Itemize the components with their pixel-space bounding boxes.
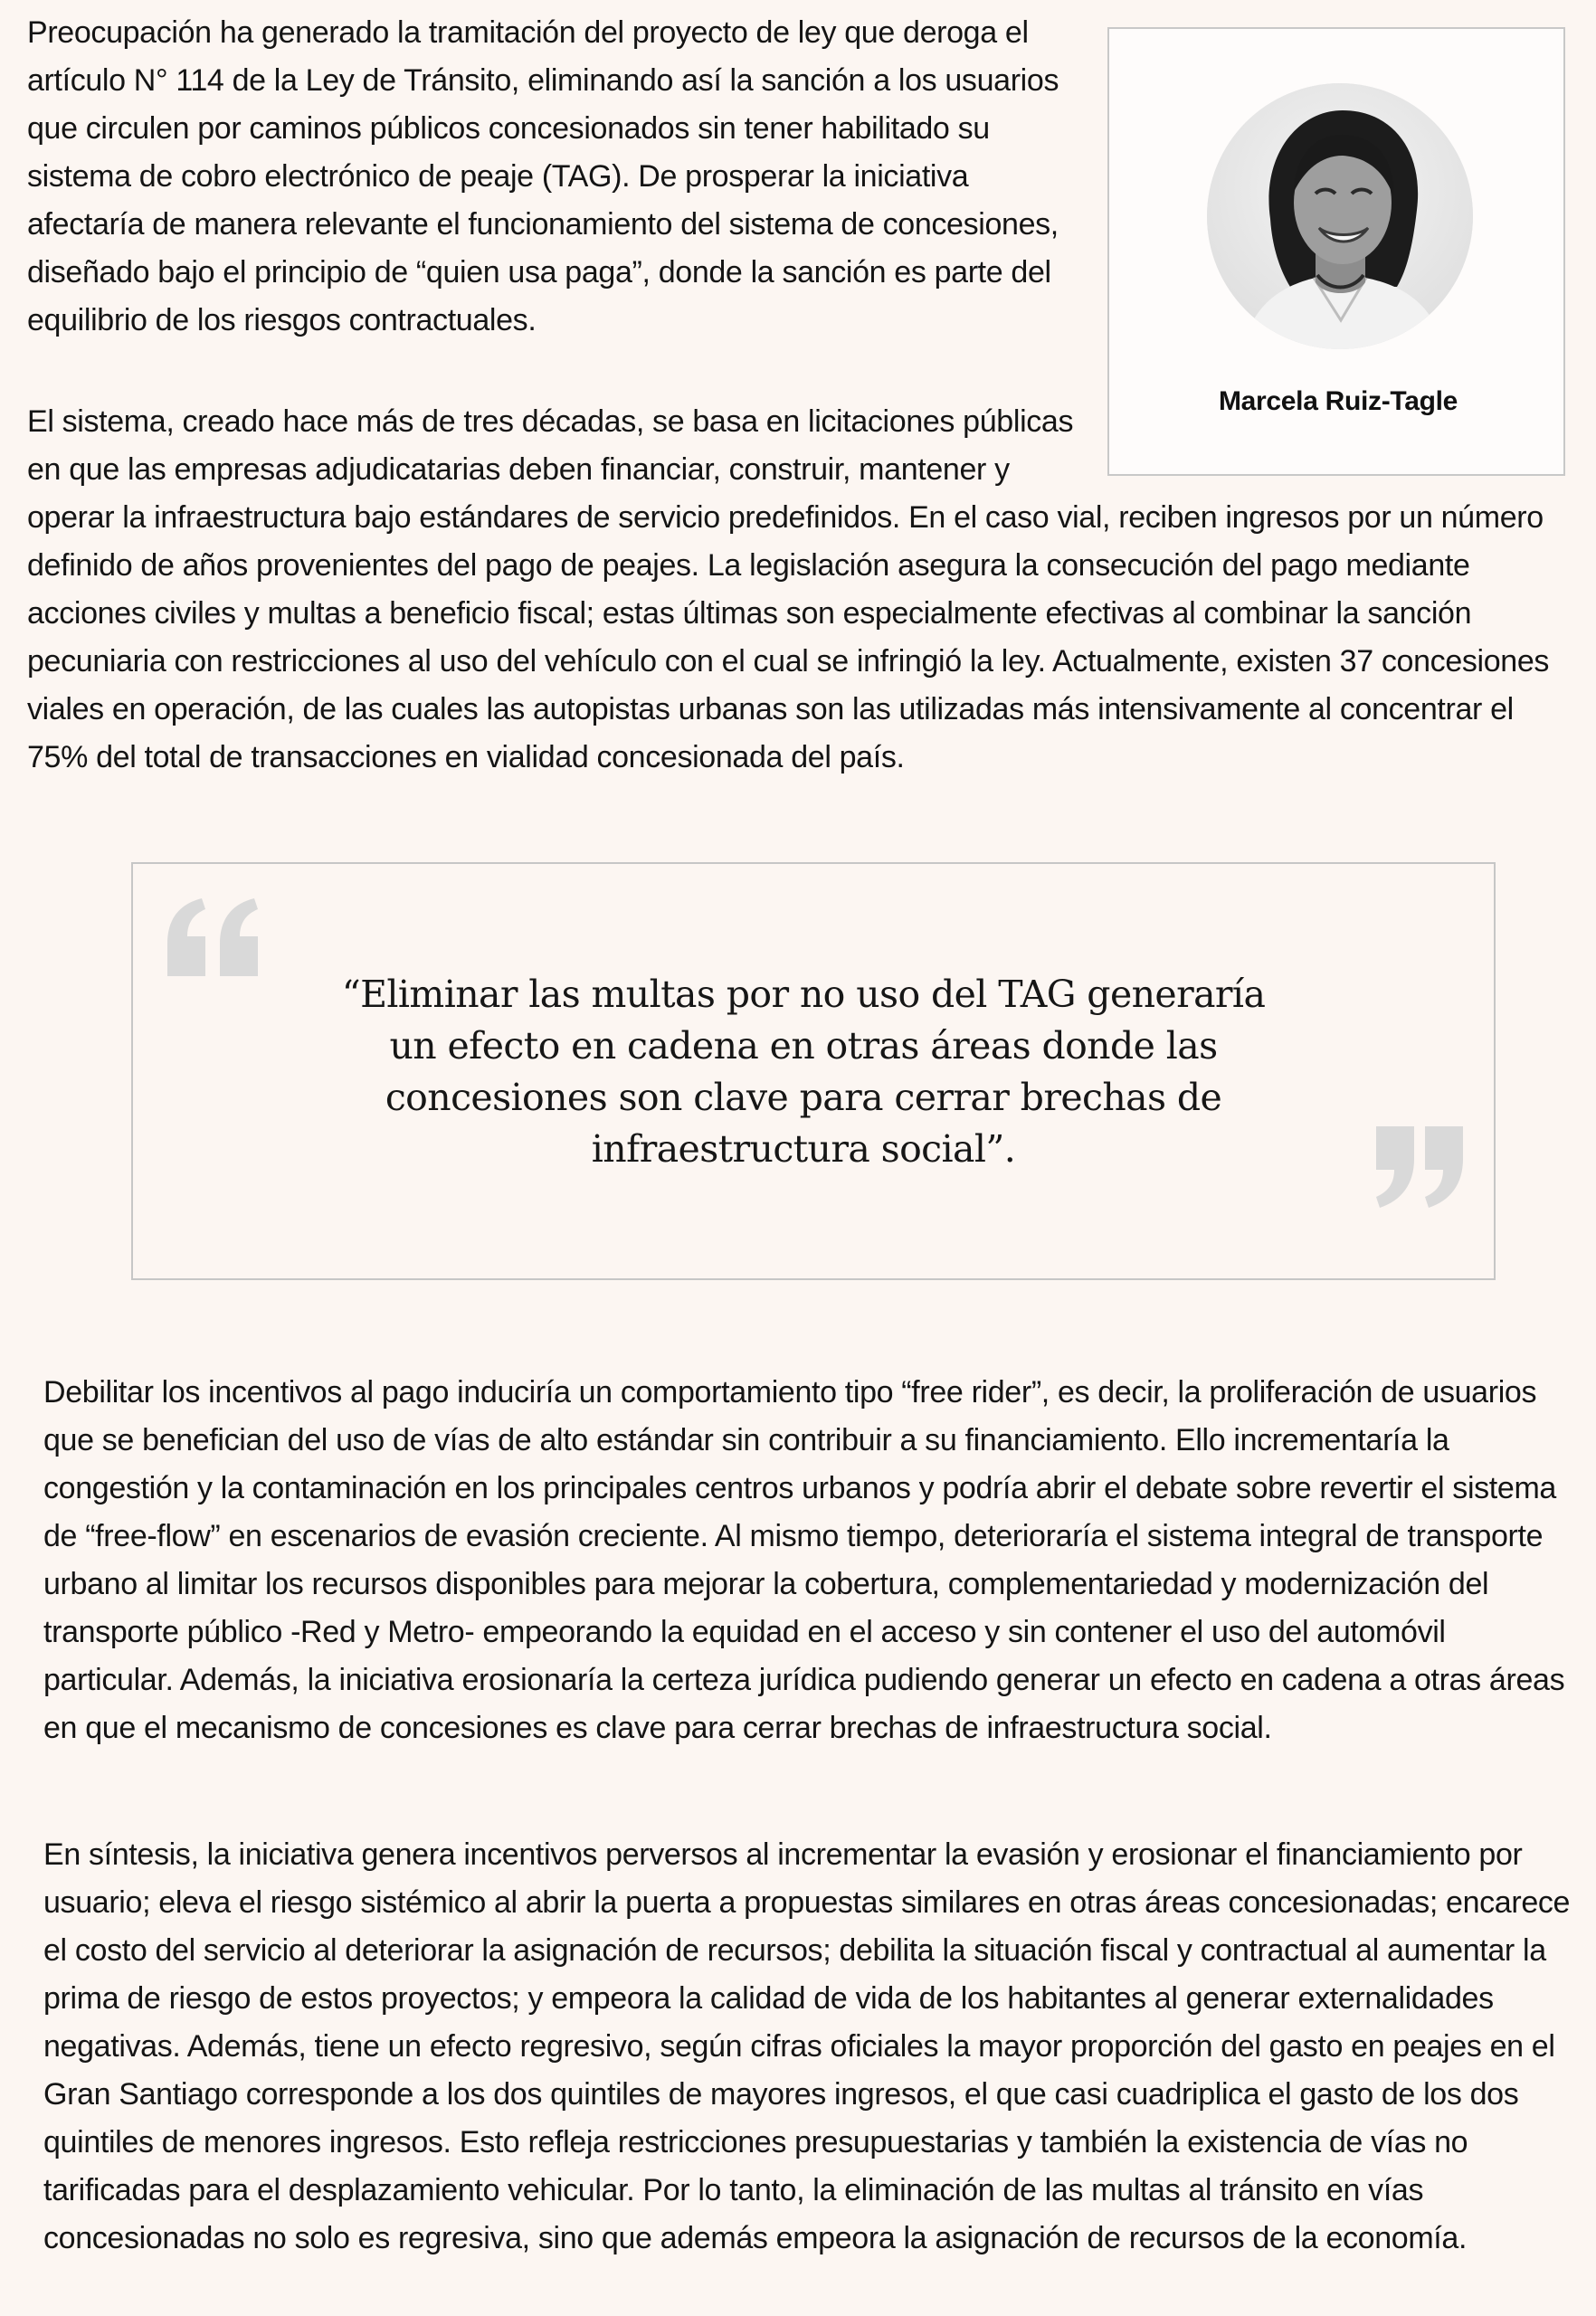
paragraph-synthesis: En síntesis, la iniciativa genera incentivos perversos al incrementar la evasión y erosionar el financiamiento por usuario; eleva el riesgo sistémico al abrir la puerta a propuestas similares en otras áreas concesionadas; encarece el costo del servicio al deteriorar la asignación de recursos; debilita la situación fiscal y contractual al aumentar la prima de riesgo de estos proyectos; y empeora la calidad de vida de los habitantes al generar externalidades negativas. Además, tiene un efecto regresivo, según cifras oficiales la mayor proporción del gasto en peajes en el Gran Santiago corresponde a los dos quintiles de mayores ingresos, el que casi cuadriplica el gasto de los dos quintiles de menores ingresos. Esto refleja restricciones presupuestarias y también la existencia de vías no tarificadas para el desplazamiento vehicular. Por lo tanto, la eliminación de las multas al tránsito en vías concesionadas no solo es regresiva, sino que además empeora la asignación de recursos de la economía. [43, 1837, 1571, 2255]
paragraph-intro: Preocupación ha generado la tramitación del proyecto de ley que deroga el artículo N° 114 de la Ley de Tránsito, eliminando así la sanción a los usuarios que circulen por caminos públicos concesionados sin tener habilitado su sistema de cobro electrónico de peaje (TAG). De prosperar la iniciativa afectaría de manera relevante el funcionamiento del sistema de concesiones, diseñado bajo el principio de “quien usa paga”, donde la sanción es parte del equilibrio de los riesgos contractuales. [27, 15, 1059, 337]
paragraph-free-rider: Debilitar los incentivos al pago induciría un comportamiento tipo “free rider”, es decir, la proliferación de usuarios que se benefician del uso de vías de alto estándar sin contribuir a su financiamiento. Ello incrementaría la congestión y la contaminación en los principales centros urbanos y podría abrir el debate sobre revertir el sistema de “free-flow” en escenarios de evasión creciente. Al mismo tiempo, deterioraría el sistema integral de transporte urbano al limitar los recursos disponibles para mejorar la cobertura, complementariedad y modernización del transporte público -Red y Metro- empeorando la equidad en el acceso y sin contener el uso del automóvil particular. Además, la iniciativa erosionaría la certeza jurídica pudiendo generar un efecto en cadena a otras áreas en que el mecanismo de concesiones es clave para cerrar brechas de infraestructura social. [43, 1375, 1565, 1745]
author-portrait [1207, 83, 1473, 349]
close-quote-icon [1365, 1123, 1474, 1210]
author-photo [1207, 83, 1473, 349]
paragraph-system: El sistema, creado hace más de tres décadas, se basa en licitaciones públicas en que las empresas adjudicatarias deben financiar, construir, mantener y operar la infraestructura bajo estándares de servicio predefinidos. En el caso vial, reciben ingresos por un número definido de años provenientes del pago de peajes. La legislación asegura la consecución del pago mediante acciones civiles y multas a beneficio fiscal; estas últimas son especialmente efectivas al combinar la sanción pecuniaria con restricciones al uso del vehículo con el cual se infringió la ley. Actualmente, existen 37 concesiones viales en operación, de las cuales las autopistas urbanas son las utilizadas más intensivamente al concentrar el 75% del total de transacciones en vialidad concesionada del país. [27, 404, 1550, 774]
pull-quote [131, 862, 1496, 1280]
pull-quote-text: “Eliminar las multas por no uso del TAG generaría un efecto en cadena en otras áreas donde las concesiones son clave para cerrar brechas de infraestructura social”. [341, 973, 1266, 1171]
open-quote-icon [160, 897, 269, 983]
author-name: Marcela Ruiz-Tagle [1218, 386, 1458, 416]
